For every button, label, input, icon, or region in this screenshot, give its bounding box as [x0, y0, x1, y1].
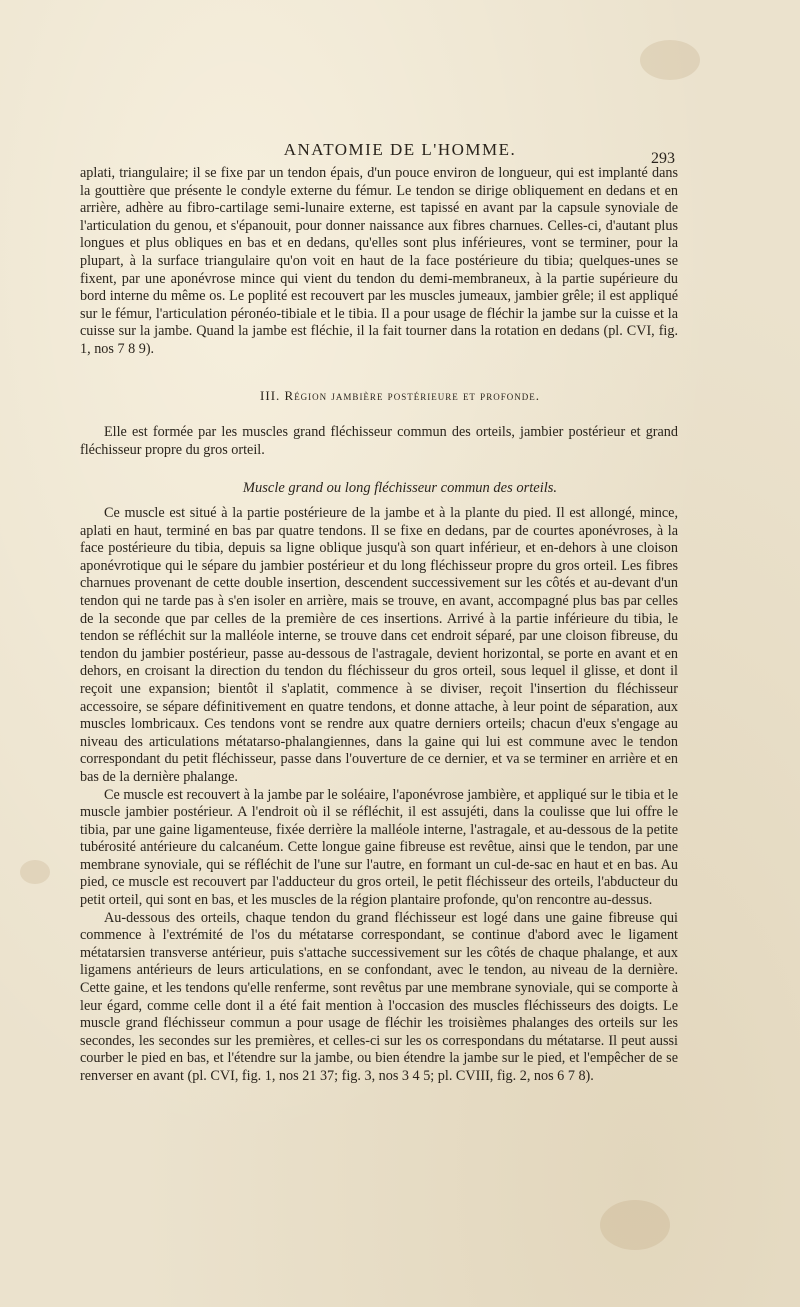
text-block-body: [80, 505, 678, 1086]
subheading: Muscle grand ou long fléchisseur commun des orteils.: [242, 480, 558, 496]
paragraph: Ce muscle est situé à la partie postérieure de la jambe et à la plante du pied. Il est allongé, mince, aplati en haut, terminé en bas par quatre tendons. Il se fixe en dedans, par de courtes aponévroses, à la face postérieure du tibia, depuis sa ligne oblique jusqu'à son quart inférieur, et en-dehors à une cloison aponévrotique qui le sépare du jambier postérieur et du long fléchisseur propre du gros orteil. Les fibres charnues provenant de cette double insertion, descendent successivement sur les côtés et au-devant d'un tendon qui ne tarde pas à s'en isoler en arrière, mais se trouve, en avant, accompagné plus bas par celles de la seconde que par celles de la première de ces insertions. Arrivé à la partie inférieure du tibia, le tendon se réfléchit sur la malléole interne, se trouve dans cet endroit séparé, par une cloison fibreuse, du tendon du jambier postérieur, passe au-dessous de l'astragale, devient horizontal, se porte en avant et en dehors, en croisant la direction du tendon du fléchisseur du gros orteil, sous lequel il glisse, et dont il reçoit une expansion; bientôt il s'aplatit, commence à se diviser, reçoit l'insertion du fléchisseur accessoire, se sépare définitivement en quatre tendons, et donne attache, à leur point de séparation, aux muscles lombricaux. Ces tendons vont se rendre aux quatre derniers orteils; chacun d'eux s'engage au niveau des articulations métatarso-phalangiennes, dans la gaine qui lui est commune avec le tendon correspondant du petit fléchisseur, passe dans l'ouverture de ce dernier, et va se terminer en arrière et en bas de la dernière phalange.: [80, 505, 678, 785]
paragraph: Elle est formée par les muscles grand fléchisseur commun des orteils, jambier postérieur et grand fléchisseur propre du gros orteil.: [80, 424, 678, 458]
running-title: ANATOMIE DE L'HOMME.: [283, 140, 517, 159]
paper-stain: [640, 40, 700, 80]
paragraph: Ce muscle est recouvert à la jambe par le soléaire, l'aponévrose jambière, et appliqué sur le tibia et le muscle jambier postérieur. A l'endroit où il se réfléchit, il est assujéti, dans la coulisse que lui offre le tibia, par une gaine ligamenteuse, fixée derrière la malléole interne, l'astragale, et au-dessous de la petite tubérosité antérieure du calcanéum. Cette longue gaine fibreuse est revêtue, ainsi que le tendon, par une membrane synoviale, qui se réfléchit de l'une sur l'autre, en formant un cul-de-sac en haut et en bas. Au pied, ce muscle est recouvert par l'adducteur du gros orteil, le petit fléchisseur des orteils, l'abducteur du petit orteil, qui sont en bas, et les muscles de la région plantaire profonde, qu'on rencontre au-dessus.: [80, 786, 678, 909]
paragraph: Au-dessous des orteils, chaque tendon du grand fléchisseur est logé dans une gaine fibreuse qui commence à l'extrémité de l'os du métatarse correspondant, se continue d'abord avec le ligament métatarsien transverse antérieur, puis s'attache successivement sur les côtés de chaque phalange, et aux ligamens antérieurs de leurs articulations, en se confondant, avec le tendon, au niveau de la dernière. Cette gaine, et les tendons qu'elle renferme, sont revêtus par une membrane synoviale, qui se comporte à leur égard, comme celle dont il a été fait mention à l'occasion des muscles fléchisseurs des doigts. Le muscle grand fléchisseur commun a pour usage de fléchir les troisièmes phalanges des orteils sur les secondes, les secondes sur les premières, et celles-ci sur les os correspondans du métatarse. Il peut aussi courber le pied en bas, et l'étendre sur la jambe, ou bien étendre la jambe sur le pied, et l'empêcher de se renverser en avant (pl. CVI, fig. 1, nos 21 37; fig. 3, nos 3 4 5; pl. CVIII, fig. 2, nos 6 7 8).: [80, 909, 678, 1084]
text-block-top: [80, 165, 678, 359]
text-block-intro: [80, 424, 678, 459]
section-heading: III. Région jambière postérieure et profonde.: [260, 388, 540, 403]
page-header: [0, 140, 800, 167]
paper-stain: [20, 860, 50, 884]
page-number: 293: [651, 150, 675, 167]
paragraph: aplati, triangulaire; il se fixe par un tendon épais, d'un pouce environ de longueur, qui est implanté dans la gouttière que présente le condyle externe du fémur. Le tendon se dirige obliquement en dedans et en arrière, adhère au fibro-cartilage semi-lunaire externe, est tapissé en avant par la capsule synoviale de l'articulation du genou, et s'épanouit, pour donner naissance aux fibres charnues. Celles-ci, d'autant plus longues et plus obliques en bas et en dedans, qu'elles sont plus inférieures, vont se terminer, pour la plupart, à la surface triangulaire qu'on voit en haut de la face postérieure du tibia; quelques-unes se fixent, par une aponévrose mince qui vient du tendon du demi-membraneux, à la partie supérieure du bord interne du même os. Le poplité est recouvert par les muscles jumeaux, jambier grêle; il est appliqué sur le fémur, l'articulation péronéo-tibiale et le tibia. Il a pour usage de fléchir la jambe sur la cuisse et la cuisse sur la jambe. Quand la jambe est fléchie, il la fait tourner dans la rotation en dedans (pl. CVI, fig. 1, nos 7 8 9).: [80, 165, 678, 357]
paper-stain: [600, 1200, 670, 1250]
